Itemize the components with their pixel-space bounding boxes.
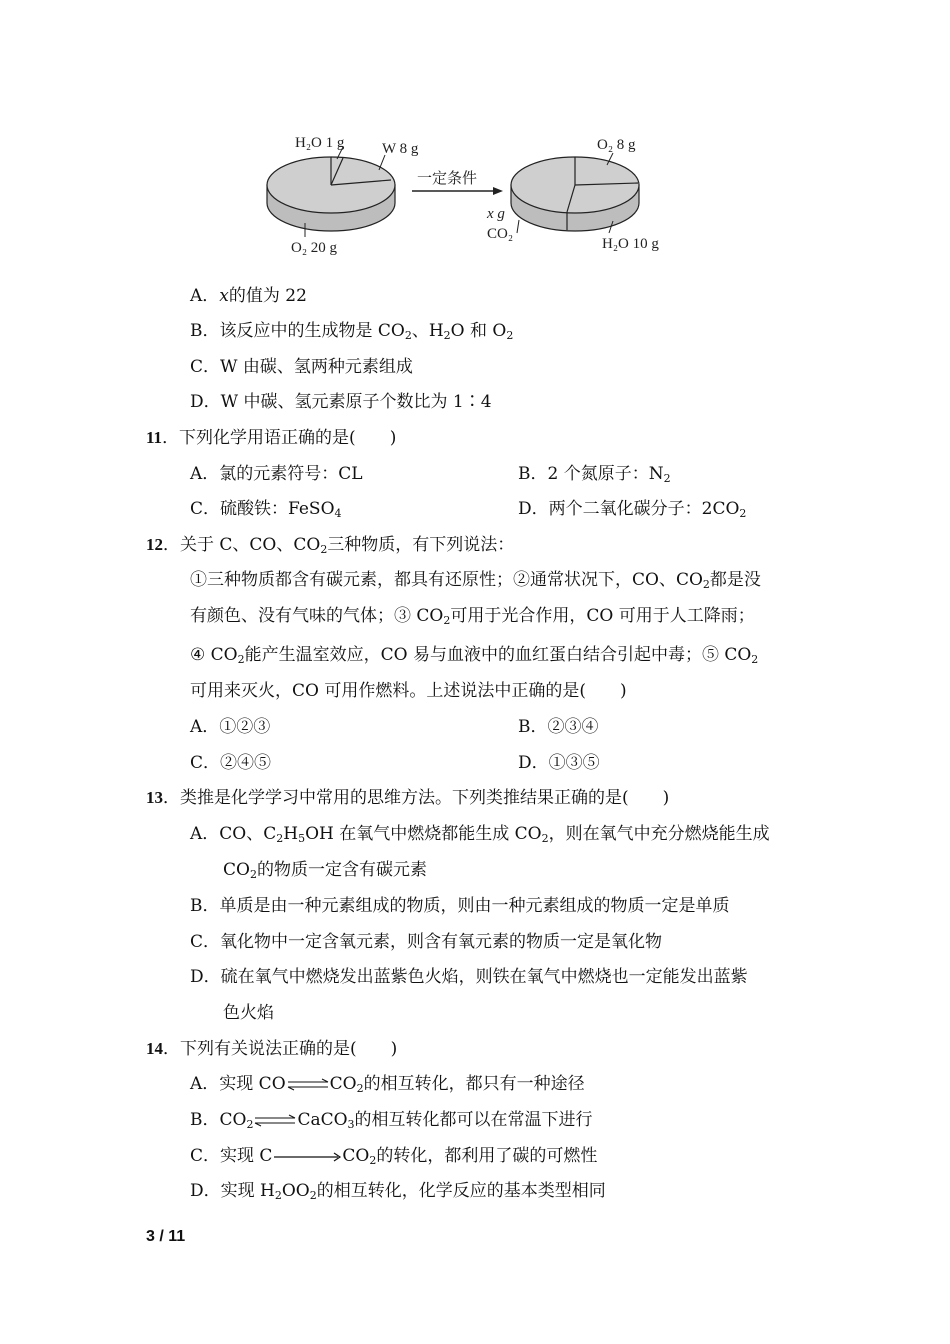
arrow-condition-label: 一定条件: [417, 171, 478, 187]
page-number: 3 / 11: [146, 1228, 186, 1245]
q12-option-b: B．②③④: [518, 717, 599, 737]
q13-option-c: C．氧化物中一定含氧元素，则含有氧元素的物质一定是氧化物: [190, 932, 663, 952]
q13-stem: 13．类推是化学学习中常用的思维方法。下列类推结果正确的是( ): [146, 788, 670, 808]
q12-option-c: C．②④⑤: [190, 753, 272, 773]
right-co2-label: CO₂: [487, 226, 514, 242]
left-pie-chart: [267, 135, 419, 256]
right-o2-label: O₂ 8 g: [597, 137, 636, 153]
double-arrow-icon: [286, 1078, 330, 1092]
q13-option-d-line-2: 色火焰: [223, 1003, 274, 1023]
left-o2-label: O₂ 20 g: [291, 240, 338, 256]
q11-option-b: B．2 个氮原子：$N_2$: [518, 464, 671, 485]
q14-option-c: C．实现 C $CO_2$的转化，都利用了碳的可燃性: [190, 1146, 598, 1167]
right-x-label: x g: [487, 206, 505, 222]
q14-stem: 14．下列有关说法正确的是( ): [146, 1039, 398, 1059]
right-pie-chart: [486, 137, 659, 252]
right-arrow-icon: [272, 1150, 342, 1164]
q11-option-c: C．硫酸铁：FeSO$_4$: [190, 499, 342, 520]
q12-statement-line-4: 可用来灭火，CO 可用作燃料。上述说法中正确的是( ): [190, 681, 627, 701]
q13-option-b: B．单质是由一种元素组成的物质，则由一种元素组成的物质一定是单质: [190, 896, 730, 916]
reaction-arrow: [412, 170, 503, 195]
q12-statement-line-2: 有颜色、没有气味的气体；③ $CO_2$可用于光合作用，CO 可用于人工降雨；: [190, 606, 755, 627]
left-w-label: W 8 g: [382, 141, 419, 157]
mass-pie-diagram: [255, 125, 675, 260]
q11-option-a: A．氯的元素符号：CL: [190, 464, 363, 484]
q10-option-c: C．W 由碳、氢两种元素组成: [190, 357, 413, 377]
q14-option-a: A．实现 CO $CO_2$的相互转化，都只有一种途径: [190, 1074, 585, 1095]
q10-option-a: A．x的值为 22: [190, 286, 307, 306]
q12-option-a: A．①②③: [190, 717, 271, 737]
double-arrow-icon: [253, 1114, 297, 1128]
q12-stem: 12．关于 C、CO、$CO_2$三种物质，有下列说法：: [146, 535, 515, 556]
q13-option-d-line-1: D．硫在氧气中燃烧发出蓝紫色火焰，则铁在氧气中燃烧也一定能发出蓝紫: [190, 967, 748, 987]
left-h2o-label: H₂O 1 g: [295, 135, 345, 151]
q14-option-d: D．实现 $H_2OO_2$的相互转化，化学反应的基本类型相同: [190, 1181, 606, 1202]
q11-option-d: D．两个二氧化碳分子：$2CO_2$: [518, 499, 747, 520]
q10-option-d: D．W 中碳、氢元素原子个数比为 1∶4: [190, 392, 492, 412]
q13-option-a-line-1: A．CO、$C_2H_5OH$ 在氧气中燃烧都能生成 $CO_2$，则在氧气中充分燃烧能生成: [190, 824, 770, 845]
q13-option-a-line-2: $CO_2$的物质一定含有碳元素: [223, 860, 427, 881]
q14-option-b: B．$CO_2$ CaCO$_3$的相互转化都可以在常温下进行: [190, 1110, 593, 1131]
q12-statement-line-1: ①三种物质都含有碳元素，都具有还原性；②通常状况下，CO、$CO_2$都是没: [190, 570, 761, 591]
q12-option-d: D．①③⑤: [518, 753, 600, 773]
q10-option-b: B．该反应中的生成物是 $CO_2$、$H_2O$ 和 $O_2$: [190, 321, 514, 342]
q12-statement-line-3: ④ $CO_2$能产生温室效应，CO 易与血液中的血红蛋白结合引起中毒；⑤ $CO_2$: [190, 645, 759, 666]
q11-stem: 11．下列化学用语正确的是( ): [146, 428, 397, 448]
right-h2o-label: H₂O 10 g: [602, 236, 659, 252]
